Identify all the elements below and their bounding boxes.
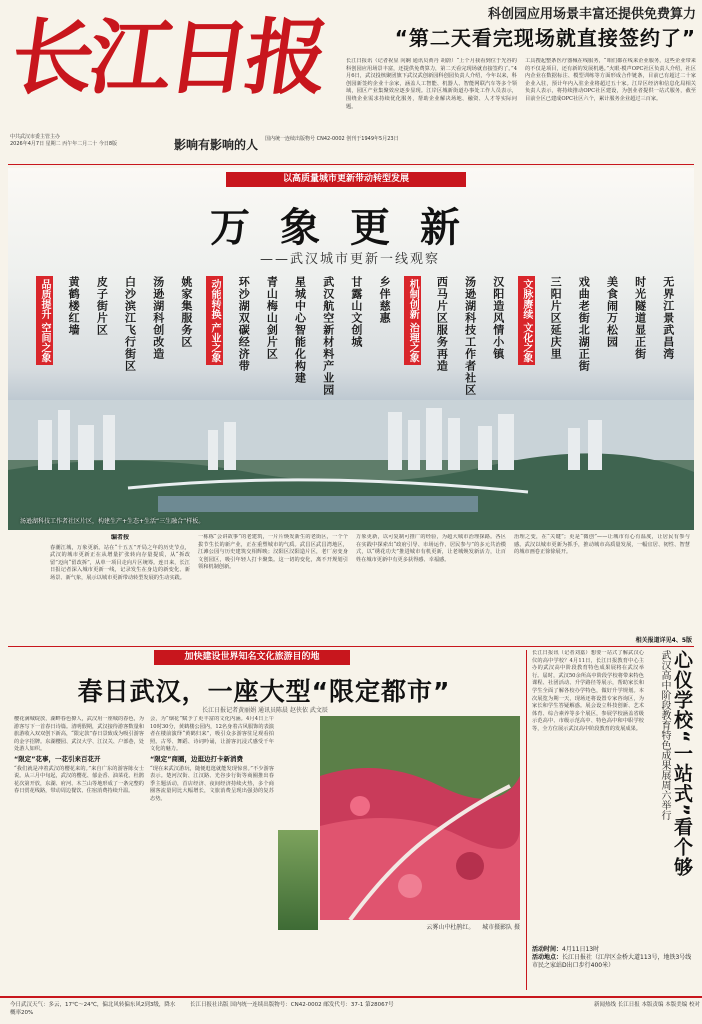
education-title	[650, 650, 696, 950]
event-time: 4月11日13时	[562, 946, 600, 953]
spring-headline: 春日武汉，一座大型“限定都市”	[77, 677, 451, 706]
feature-col-3: 万象更新，以可复制可推广的经验，为超大城市治理探路。各区在实践中探索出“政府引导、市场运作、居民参与”的多元共治模式，以“绣花功夫”推进城市有机更新，让老城焕发新活力，让百姓在城市更新中有更多获得感、幸福感。	[356, 534, 506, 563]
footer-publisher: 长江日报社出版 国内统一连续出版物号：CN42-0002 邮发代号：37-1 第28067号	[190, 1002, 394, 1008]
related-report-link[interactable]: 相关报道详见4、5版	[635, 637, 692, 644]
spring-byline: 长江日报记者黄丽娟 通讯员陈晨 赵侠依 武文辰	[202, 707, 328, 714]
feature-column	[547, 276, 563, 506]
feature-article	[10, 534, 694, 644]
spring-subhead-2: “限定”商圈，边逛边打卡新消费	[150, 754, 244, 763]
feature-column	[292, 276, 308, 506]
feature-category-tag: 动能转换 产业之象	[206, 276, 223, 365]
top-story-col-2: 工具搜起整条医疗器械在线服务，“咱们都在线来企业服务，这些企业带来的不仅是项目，还有新的发展机遇。”火眼·模声OPC社区负责人介绍，社区内企业在数据标注、模型训练等方面形成合作链条，目前已有超过二十家企业入驻，预计年内入驻企业将超过五十家。江岸区经济和信息化局相关负责人表示，将持续推动OPC社区建设，为创业者提供一站式服务，截至目前全区已建成OPC社区六个，累计服务企业超过三百家。	[525, 58, 696, 102]
feature-column	[433, 276, 449, 506]
spring-col-1b-text: “我们就是冲着武汉的樱花来的。”来自广东的游客陈女士说。从三月中旬起，武汉的樱花、郁金香、油菜花、杜鹃花次第开放，东湖、府河、木兰山等地形成了一条完整的春日赏花线路，带动周边餐饮、住宿消费持续升温。	[14, 765, 144, 795]
event-place: 长江日报社（江岸区金桥大道113号，地铁3号线市民之家站D出口步行400米）	[532, 954, 692, 969]
feature-column	[376, 276, 392, 506]
top-story-headline: “第二天看完现场就直接签约了”	[394, 26, 696, 50]
spring-photo-caption	[320, 922, 520, 931]
feature-column	[632, 276, 648, 506]
feature-column	[490, 276, 506, 506]
spring-col-2	[150, 716, 274, 966]
education-headline: 心仪学校“一站式”看个够	[671, 650, 693, 877]
spring-col-2b-text: “现在来武汉游玩，随便逛逛就能发现惊喜。”不少游客表示。楚河汉街、江汉路、光谷步行街等商圈推出春季主题活动，首店经济、夜间经济持续火热，多个商圈客流量同比大幅增长，文旅消费呈现出强劲的复苏态势。	[150, 765, 274, 802]
spring-col-1	[14, 716, 144, 966]
feature-column-name: 汤逊湖科创改造	[151, 276, 165, 360]
editor-note-title: 编者按	[110, 534, 129, 541]
feature-column-name: 甘露山文创城	[349, 276, 363, 348]
feature-column	[36, 276, 53, 506]
photo-credit: 城市摄影队 摄	[482, 924, 520, 931]
feature-column-name: 星城中心智能化构建	[293, 276, 307, 384]
feature-column	[93, 276, 109, 506]
feature-col-1-text: 春潮江城，万象更新。站在“十五五”开局之年的历史节点，武汉的城市更新正在从增量扩张转向存量提质，从“拆改留”迈向“留改拆”，从单一项目走向片区统筹。连日来，长江日报记者深入城市更新一线，记录发生在身边的新变化、新场景、新气象，展示以城市更新带动转型发展的生动实践。	[50, 544, 190, 581]
feature-column-name: 黄鹤楼红墙	[67, 276, 81, 336]
feature-section-band: 以高质量城市更新带动转型发展	[226, 172, 466, 187]
feature-columns	[36, 276, 676, 506]
feature-column-name: 环沙湖双碳经济带	[237, 276, 251, 372]
event-time-label: 活动时间：	[532, 946, 563, 953]
masthead	[5, 6, 399, 156]
feature-column	[404, 276, 421, 506]
feature-column-name: 乡伴慈惠	[378, 276, 392, 324]
education-article	[532, 650, 696, 990]
feature-column	[518, 276, 535, 506]
masthead-slogan: 影响有影响的人	[174, 138, 259, 152]
feature-column-name: 无界江景武昌湾	[661, 276, 675, 360]
feature-column-name: 美食闹万松园	[605, 276, 619, 348]
masthead-publisher: 中共武汉市委主管主办	[10, 134, 61, 140]
divider	[8, 164, 694, 165]
feature-column	[320, 276, 336, 506]
feature-column	[206, 276, 223, 506]
top-story	[346, 6, 696, 166]
feature-column-name: 三阳片区延庆里	[549, 276, 563, 360]
page-footer	[0, 996, 702, 1024]
feature-column	[235, 276, 251, 506]
spring-section-band: 加快建设世界知名文化旅游目的地	[154, 650, 350, 665]
column-divider	[526, 650, 527, 990]
feature-title: 万象更新	[210, 204, 490, 251]
photo-caption-text: 云雾山中杜鹃红。	[426, 924, 475, 931]
masthead-issn: 国内统一连续出版物号 CN42-0002 创刊于1949年5月23日	[265, 136, 399, 142]
feature-col-2: 一栋栋“会讲故事”的老建筑，一片片焕发新生的老街区，一个个拔节生长的新产业，正在重塑城市的气质。武昌区武昌湾地区，江滩公园与历史建筑交相辉映；汉阳区汉阳造片区，老厂房变身文创园区，吸引年轻人打卡聚集。这一切的变化，离不开规划引领和机制创新。	[198, 534, 348, 571]
feature-col-4: 治理之变，在“关键”；更是“微创”——让城市有心有温度，让居民有参与感。武汉以城市更新为抓手，推动城市高质量发展，一幅宜居、韧性、智慧的城市画卷正徐徐展开。	[514, 534, 690, 556]
feature-column	[575, 276, 591, 506]
feature-column	[603, 276, 619, 506]
feature-column	[348, 276, 364, 506]
feature-category-tag: 文脉赓续 文化之象	[518, 276, 535, 365]
feature-column	[263, 276, 279, 506]
feature-column-name: 时光隧道显正街	[633, 276, 647, 360]
feature-subtitle: ——武汉城市更新一线观察	[259, 252, 440, 267]
feature-photo-caption: 汤逊湖科技工作者社区片区，构建生产+生态+生活“三生融合”样板。	[20, 518, 205, 525]
feature-col-1	[50, 534, 190, 640]
feature-column	[660, 276, 676, 506]
feature-column-name: 汤逊湖科技工作者社区	[463, 276, 477, 396]
spring-col-1-text: 樱花满城绽放，湖畔春色撩人，武汉用一座城的春色，为游客写下一首春日诗篇。清明假期，武汉接待游客数量和旅游收入双双创下新高，“限定款”春日景致成为吸引游客的金字招牌。东湖樱园、武汉大学、江汉关、户部巷，处处游人如织。	[14, 716, 144, 753]
feature-column-name: 戏曲老街北湖正街	[577, 276, 591, 372]
divider	[8, 646, 694, 647]
footer-weather: 今日武汉天气：多云，17℃～24℃，偏北风转偏东风2到3级，降水概率20%	[10, 1002, 176, 1016]
feature-column	[462, 276, 478, 506]
feature-column-name: 青山梅山剑片区	[265, 276, 279, 360]
footer-credits: 新闻热线 长江日报 本版责编 本版美编 校对	[594, 1002, 700, 1008]
spring-subhead-1: “限定”花事，一花引来百花开	[14, 754, 101, 763]
top-story-kicker: 科创园应用场景丰富还提供免费算力	[487, 7, 696, 22]
education-text: 长江日报讯（记者刘嘉）想要一站式了解武汉心仪的高中学校？4月11日，长江日报教育中心主办的武汉高中阶段教育特色成果展将在武汉举行。届时，武汉50余所高中阶段学校将带来特色课程、社团活动、升学路径等展示，帮助家长和学生全面了解各校办学特色，做好升学规划。本次展览为期一天，现场还将设置专家咨询区，为家长和学生答疑解惑。展会设立科技创新、艺术体育、综合素养等多个展区，参展学校涵盖省级示范高中、市级示范高中、特色高中和中职学校等，全方位展示武汉高中阶段教育的发展成果。	[532, 650, 644, 732]
education-subheadline: 武汉高中阶段教育特色成果展周六举行	[659, 650, 670, 820]
masthead-title: 长江日报	[5, 10, 331, 106]
feature-column-name: 汉阳造风情小镇	[491, 276, 505, 360]
feature-category-tag: 机制创新 治理之象	[404, 276, 421, 365]
spring-col-2-text: 会，为“烟花”赋予了更丰富的文化内涵。4月4日上午10时30分，黄鹤楼公园内，12名身着古风服饰的表演者在楼前演绎“黄鹤归来”，吸引众多游客驻足观看拍照。古琴、舞蹈、诗词吟诵，让游客沉浸式感受千年文化的魅力。	[150, 716, 274, 753]
feature-column-name: 姚家集服务区	[179, 276, 193, 348]
feature-column	[122, 276, 138, 506]
feature-column	[178, 276, 194, 506]
feature-column-name: 武汉航空新材料产业园	[321, 276, 335, 396]
feature-column-name: 皮子街片区	[95, 276, 109, 336]
feature-column-name: 白沙滨江飞行街区	[123, 276, 137, 372]
feature-column-name: 西马片区服务再造	[435, 276, 449, 372]
event-place-label: 活动地点：	[532, 954, 563, 961]
top-story-col-1: 长江日报讯（记者祝显 向娴 通讯员黄丹 胡蔚）“上个月我看到位于光谷的科创园应用场景丰富，还提供免费算力，第二天看完现场就直接签约了。”4月6日，武汉投核聚团旗下武汉武创新园科创园负责人介绍，今年以来，科创园新签约企业十余家，涵盖人工智能、机器人、智能网联汽车等多个领域，园区产业集聚效应逐步显现。江岸区城新街道办事处工作人员表示，围绕企业需求持续优化服务，帮助企业解决场地、融资、人才等实际问题。	[346, 58, 517, 110]
feature-category-tag: 品质提升 空间之象	[36, 276, 53, 365]
feature-column	[150, 276, 166, 506]
education-event-info	[532, 946, 696, 970]
feature-column	[65, 276, 81, 506]
azalea-mountain-photo	[320, 716, 520, 920]
azalea-small-photo	[278, 830, 318, 930]
masthead-date: 2026年4月7日 星期二 丙午年二月二十 今日8版	[10, 141, 118, 147]
